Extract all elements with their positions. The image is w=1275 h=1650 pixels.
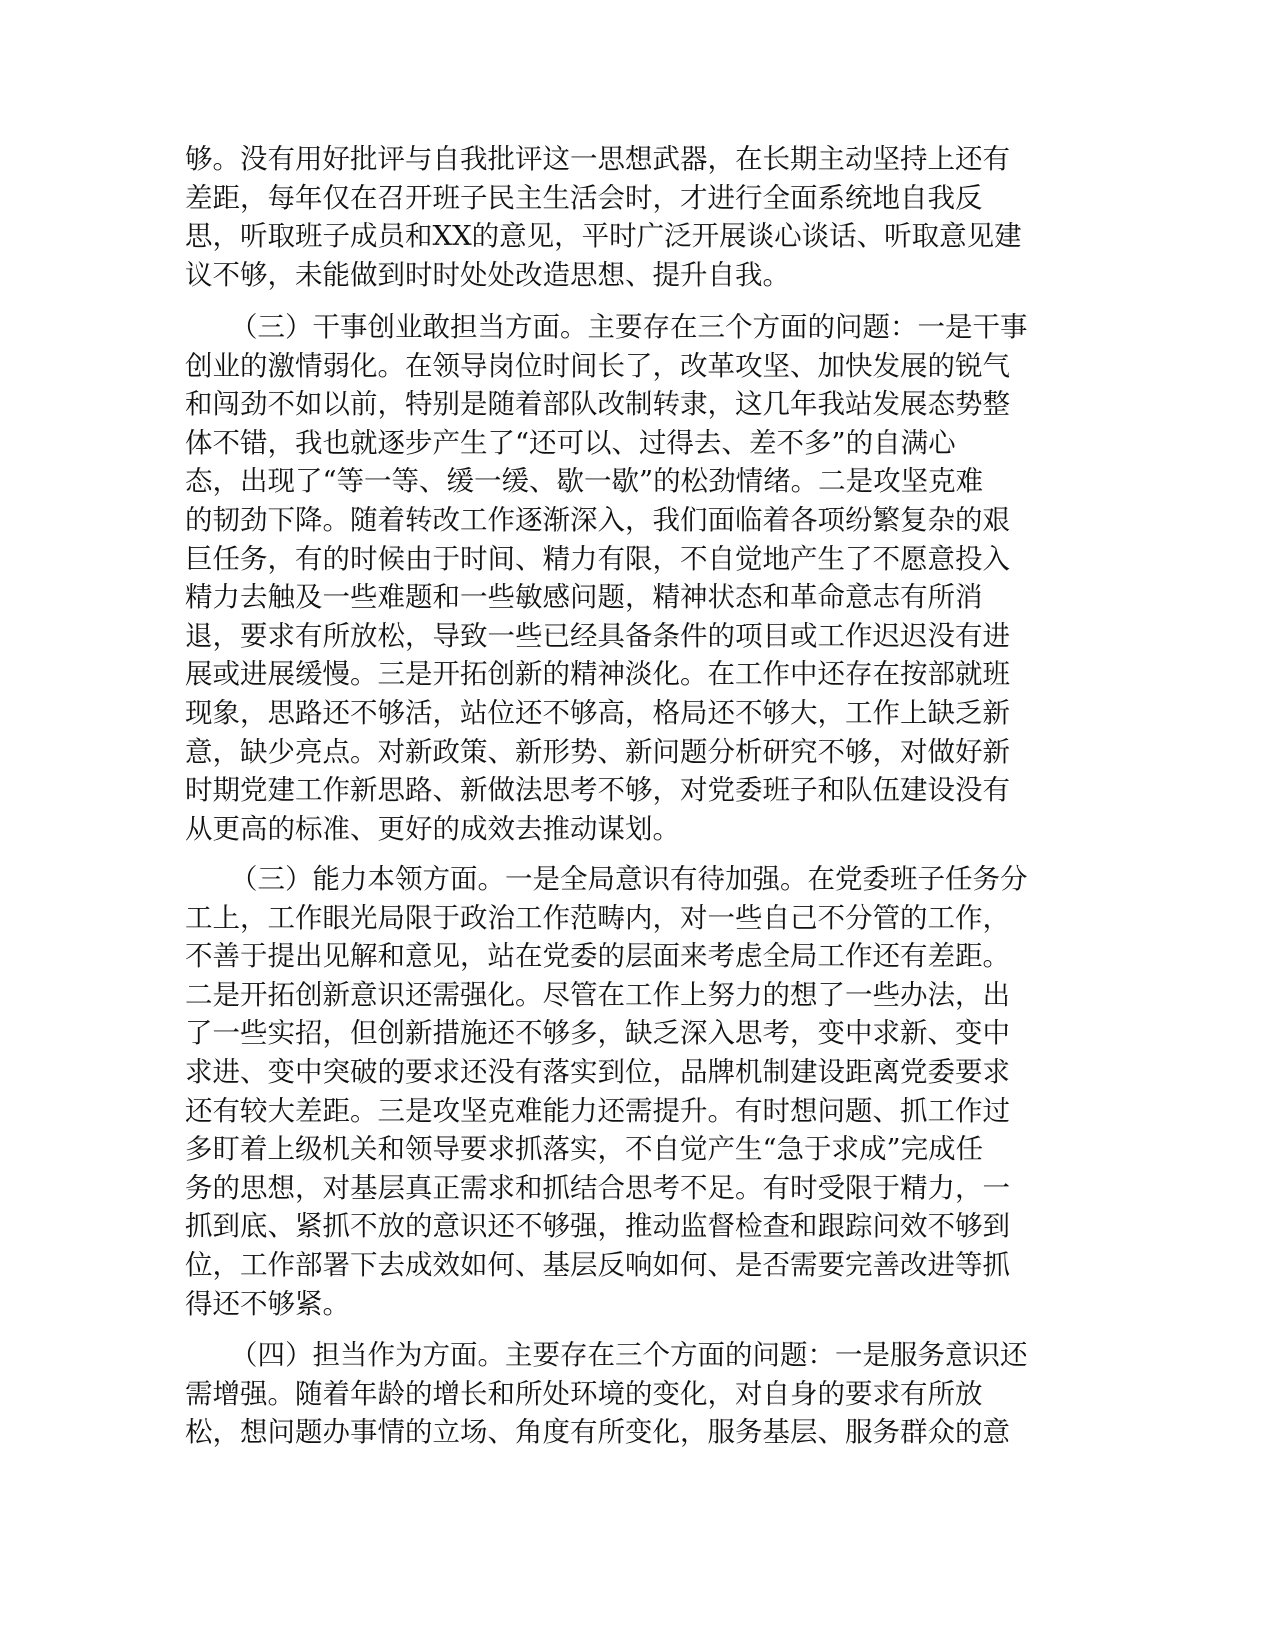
paragraph-line: 不善于提出见解和意见，站在党委的层面来考虑全局工作还有差距。: [185, 940, 1010, 973]
paragraph-line: 求进、变中突破的要求还没有落实到位，品牌机制建设距离党委要求: [185, 1055, 1010, 1088]
paragraph-2: [185, 308, 1085, 848]
paragraph-line: 二是开拓创新意识还需强化。尽管在工作上努力的想了一些办法，出: [185, 978, 1010, 1011]
paragraph-line: 巨任务，有的时候由于时间、精力有限，不自觉地产生了不愿意投入: [185, 542, 1010, 575]
paragraph-line: 得还不够紧。: [185, 1287, 350, 1320]
paragraph-line: 从更高的标准、更好的成效去推动谋划。: [185, 812, 680, 845]
paragraph-3: [185, 860, 1085, 1323]
paragraph-4: [185, 1336, 1085, 1452]
paragraph-line: 抓到底、紧抓不放的意识还不够强，推动监督检查和跟踪问效不够到: [185, 1210, 1010, 1243]
paragraph-line: 精力去触及一些难题和一些敏感问题，精神状态和革命意志有所消: [185, 581, 983, 614]
paragraph-line: 思，听取班子成员和XX的意见，平时广泛开展谈心谈话、听取意见建: [185, 220, 1022, 253]
paragraph-line: 体不错，我也就逐步产生了“还可以、过得去、差不多”的自满心: [185, 426, 956, 459]
paragraph-line: 还有较大差距。三是攻坚克难能力还需提升。有时想问题、抓工作过: [185, 1094, 1010, 1127]
paragraph-line: 现象，思路还不够活，站位还不够高，格局还不够大，工作上缺乏新: [185, 696, 1010, 729]
paragraph-line: 创业的激情弱化。在领导岗位时间长了，改革攻坚、加快发展的锐气: [185, 349, 1010, 382]
paragraph-line: 够。没有用好批评与自我批评这一思想武器，在长期主动坚持上还有: [185, 143, 1010, 175]
paragraph-line: 务的思想，对基层真正需求和抓结合思考不足。有时受限于精力，一: [185, 1171, 1010, 1204]
paragraph-line: 多盯着上级机关和领导要求抓落实，不自觉产生“急于求成”完成任: [185, 1133, 984, 1166]
paragraph-1: [185, 140, 1085, 294]
paragraph-line: 意，缺少亮点。对新政策、新形势、新问题分析研究不够，对做好新: [185, 735, 1010, 768]
paragraph-line: 展或进展缓慢。三是开拓创新的精神淡化。在工作中还存在按部就班: [185, 658, 1010, 691]
paragraph-line: （三）能力本领方面。一是全局意识有待加强。在党委班子任务分: [230, 863, 1028, 895]
paragraph-line: 松，想问题办事情的立场、角度有所变化，服务基层、服务群众的意: [185, 1416, 1010, 1449]
paragraph-line: （四）担当作为方面。主要存在三个方面的问题：一是服务意识还: [230, 1339, 1028, 1371]
paragraph-line: 位，工作部署下去成效如何、基层反响如何、是否需要完善改进等抓: [185, 1248, 1010, 1281]
paragraph-line: 议不够，未能做到时时处处改造思想、提升自我。: [185, 258, 790, 291]
paragraph-line: 时期党建工作新思路、新做法思考不够，对党委班子和队伍建设没有: [185, 774, 1010, 807]
paragraph-line: 态，出现了“等一等、缓一缓、歇一歇”的松劲情绪。二是攻坚克难: [185, 465, 984, 498]
paragraph-line: 需增强。随着年龄的增长和所处环境的变化，对自身的要求有所放: [185, 1377, 983, 1410]
paragraph-line: 了一些实招，但创新措施还不够多，缺乏深入思考，变中求新、变中: [185, 1017, 1010, 1050]
paragraph-line: 工上，工作眼光局限于政治工作范畴内，对一些自己不分管的工作，: [185, 901, 1010, 934]
paragraph-line: （三）干事创业敢担当方面。主要存在三个方面的问题：一是干事: [230, 311, 1028, 343]
paragraph-line: 的韧劲下降。随着转改工作逐渐深入，我们面临着各项纷繁复杂的艰: [185, 503, 1010, 536]
paragraph-line: 退，要求有所放松，导致一些已经具备条件的项目或工作迟迟没有进: [185, 619, 1010, 652]
paragraph-line: 和闯劲不如以前，特别是随着部队改制转隶，这几年我站发展态势整: [185, 388, 1010, 421]
paragraph-line: 差距，每年仅在召开班子民主生活会时，才进行全面系统地自我反: [185, 181, 983, 214]
